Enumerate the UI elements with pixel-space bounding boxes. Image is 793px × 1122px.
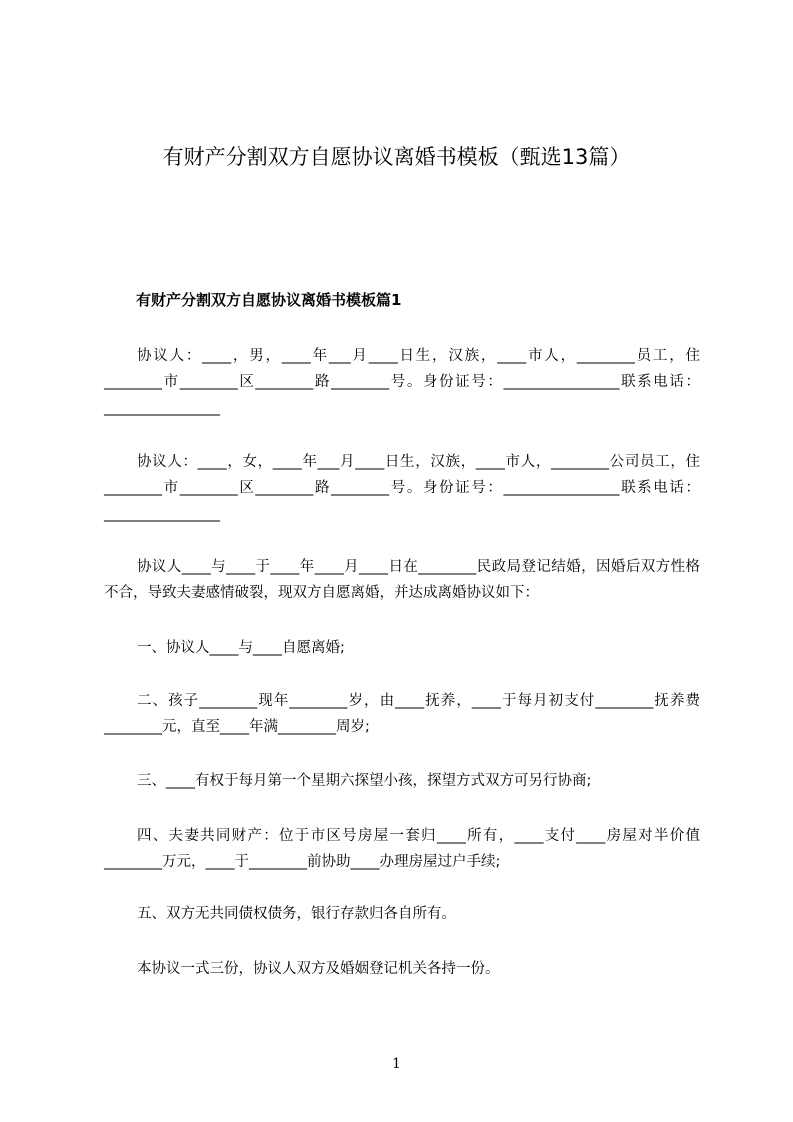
agreement-item-3: 三、____有权于每月第一个星期六探望小孩，探望方式双方可另行协商; (137, 773, 592, 789)
intro-paragraph: 协议人____与____于____年____月____日在________民政局登记结婚，因婚后双方性格不合，导致夫妻感情破裂，现双方自愿离婚，并达成离婚协议如下： (104, 559, 700, 601)
document-title: 有财产分割双方自愿协议离婚书模板（甄选13篇） (162, 145, 631, 169)
agreement-item-2: 二、孩子________现年________岁，由____抚养，____于每月初支付________抚养费________元，直至____年满________周岁; (104, 693, 700, 735)
agreement-item-1: 一、协议人____与____自愿离婚; (137, 640, 345, 656)
page-number: 1 (392, 1056, 401, 1072)
agreement-item-4: 四、夫妻共同财产：位于市区号房屋一套归____所有，____支付____房屋对半价值________万元，____于________前协助____办理房屋过户手续; (104, 828, 700, 870)
party2-paragraph: 协议人：____，女，____年___月____日生，汉族，____市人，________公司员工，住________市________区________路________号。身份证号：________________联系电话：________________ (104, 454, 700, 522)
closing-paragraph: 本协议一式三份，协议人双方及婚姻登记机关各持一份。 (137, 961, 500, 977)
agreement-item-5: 五、双方无共同债权债务，银行存款归各自所有。 (137, 906, 456, 922)
party1-paragraph: 协议人：____，男，____年___月____日生，汉族，____市人，________员工，住________市________区________路________号。身份证号：________________联系电话：________________ (104, 348, 700, 416)
section-heading: 有财产分割双方自愿协议离婚书模板篇1 (136, 291, 402, 309)
